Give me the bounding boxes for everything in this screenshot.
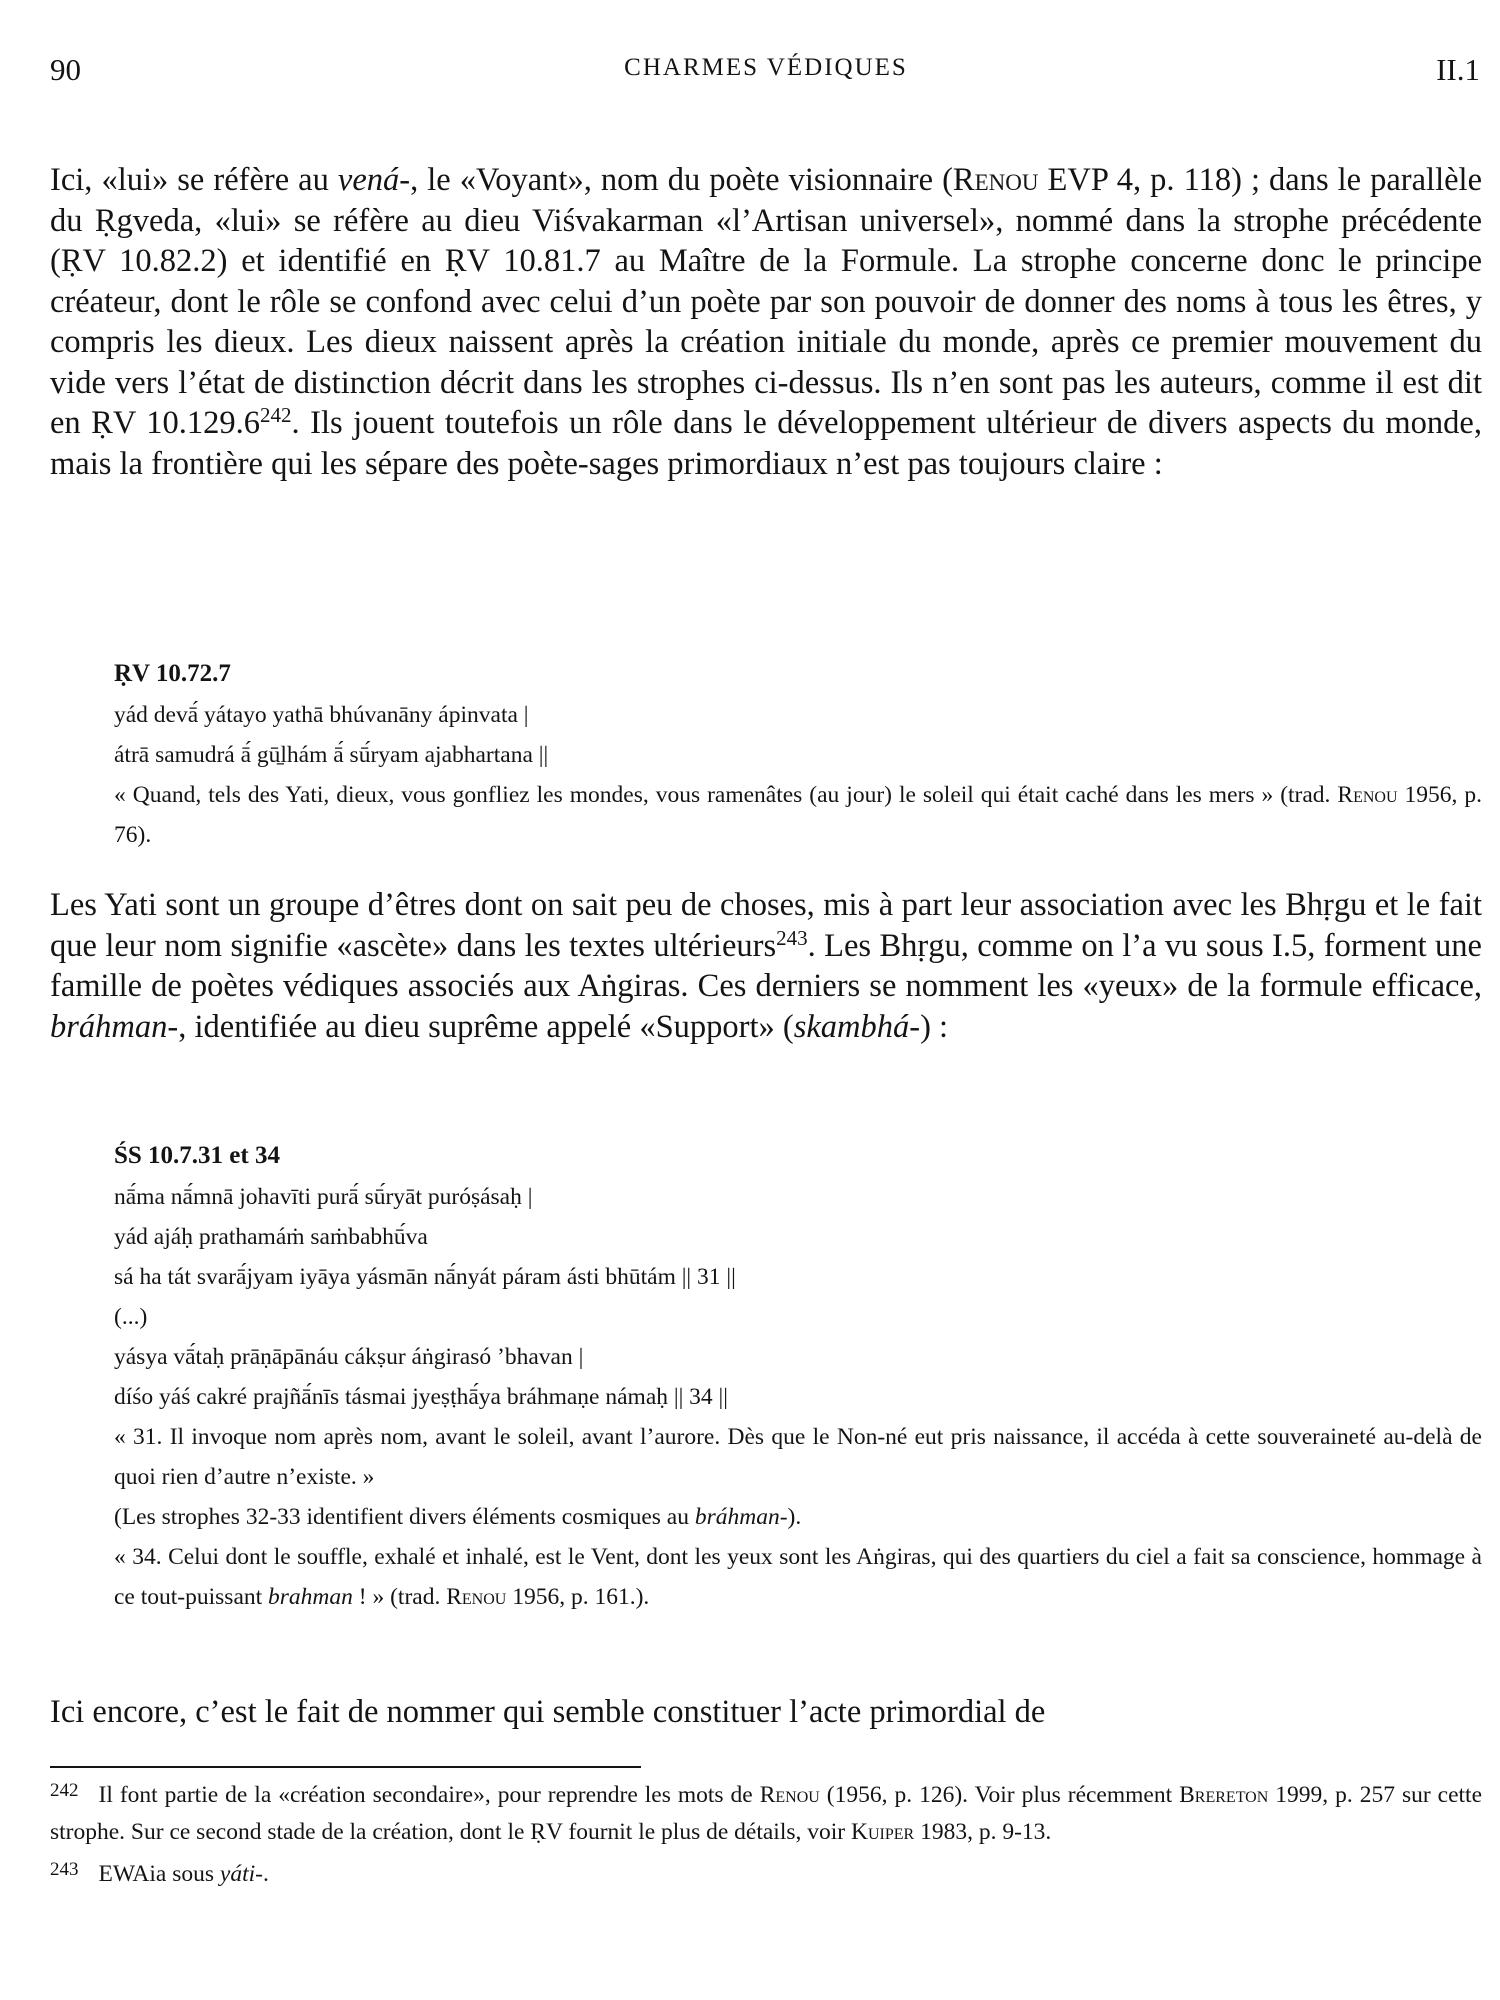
book-page	[50, 0, 1482, 2000]
verse-line: díśo yáś cakré prajñā́nīs tásmai jyeṣṭhā́ya bráhmaṇe námaḥ || 34 ||	[114, 1384, 728, 1410]
footnote-number: 243	[50, 1859, 79, 1880]
footnote-ref[interactable]: 243	[776, 925, 808, 950]
text-run: ) :	[920, 1008, 949, 1045]
translation	[114, 775, 1482, 855]
author-name: Brereton	[1179, 1782, 1269, 1808]
body-paragraph-3: Ici encore, c’est le fait de nommer qui semble constituer l’acte primordial de	[50, 1694, 1046, 1730]
text-run: 1999, p. 257 sur cette strophe. Sur ce second stade de la création, dont le ṚV fournit le plus de détails, voir	[50, 1782, 1483, 1845]
text-run: Il font partie de la «création secondaire», pour reprendre les mots de	[98, 1782, 760, 1808]
text-run: .	[262, 1861, 269, 1887]
text-run: ! » (trad.	[352, 1584, 447, 1610]
text-run: 1983, p. 9-13.	[914, 1819, 1052, 1845]
text-run: Les Yati sont un groupe d’êtres dont on sait peu de choses, mis à part leur association avec les Bhṛgu et le fait que leur nom signifie «ascète» dans les textes ultérieurs	[50, 887, 1482, 964]
editorial-note	[114, 1497, 1482, 1537]
author-name: Kuiper	[850, 1819, 915, 1845]
text-run: « 34. Celui dont le souffle, exhalé et inhalé, est le Vent, dont les yeux sont les Aṅgiras, qui des quartiers du ciel a fait sa conscience, hommage à ce tout-puissant	[114, 1544, 1482, 1610]
footnotes	[50, 1772, 1482, 1893]
author-name: Renou	[1337, 782, 1398, 808]
verse-line: átrā samudrá ā́ gū̱lhám ā́ sū́ryam ajabhartana ||	[114, 742, 549, 768]
text-run: EVP 4, p. 118) ; dans le parallèle du Ṛgveda, «lui» se réfère au dieu Viśvakarman «l’Artisan universel», nommé dans la strophe précédente (ṚV 10.82.2) et identifié en ṚV 10.81.7 au Maître de la Formule. La strophe concerne donc le principe créateur, dont le rôle se confond avec celui d’un poète par son pouvoir de donner des noms à tous les êtres, y compris les dieux. Les dieux naissent après la création initiale du monde, après ce premier mouvement du vide vers l’état de distinction décrit dans les strophes ci-dessus. Ils n’en sont pas les auteurs, comme il est dit en ṚV 10.129.6	[50, 162, 1482, 441]
verse-line: nā́ma nā́mnā johavīti purā́ sū́ryāt puróṣásaḥ |	[114, 1184, 533, 1210]
ellipsis-line: (...)	[114, 1304, 148, 1330]
sanskrit-term: yáti-	[219, 1861, 263, 1887]
author-name: Renou	[952, 162, 1039, 198]
text-run: (1956, p. 126). Voir plus récemment	[819, 1782, 1180, 1808]
footnote-ref[interactable]: 242	[260, 403, 292, 427]
text-run: 1956, p. 76).	[114, 782, 1483, 848]
quote-heading: ŚS 10.7.31 et 34	[114, 1142, 280, 1169]
text-run: ).	[787, 1504, 802, 1530]
sanskrit-term: bráhman-	[694, 1504, 788, 1530]
text-run: (Les strophes 32-33 identifient divers éléments cosmiques au	[114, 1504, 695, 1530]
translation	[114, 1537, 1482, 1617]
verse-line: yád devā́ yátayo yathā bhúvanāny ápinvata |	[114, 702, 529, 728]
sanskrit-term: bráhman-	[50, 1008, 179, 1045]
page-number: 90	[50, 52, 81, 87]
verse-quote-1	[114, 654, 1482, 855]
author-name: Renou	[446, 1584, 507, 1610]
footnote-number: 242	[50, 1780, 79, 1801]
body-paragraph-1	[50, 160, 1482, 484]
author-name: Renou	[759, 1782, 820, 1808]
footnote-243	[50, 1851, 1482, 1893]
verse-line: yád ajáḥ prathamáṁ saṁbabhū́va	[114, 1224, 428, 1250]
running-header	[50, 52, 1482, 92]
sanskrit-term: vená-	[337, 162, 411, 198]
text-run: Ici, «lui» se réfère au	[50, 162, 338, 198]
text-run: , identifiée au dieu suprême appelé «Support» (	[178, 1008, 794, 1045]
verse-line: yásya vā́taḥ prāṇāpānáu cákṣur áṅgirasó ’bhavan |	[114, 1344, 584, 1370]
quote-heading: ṚV 10.72.7	[114, 660, 231, 687]
text-run: . Les Bhṛgu, comme on l’a vu sous I.5, forment une famille de poètes védiques associés aux Aṅgiras. Ces derniers se nomment les «yeux» de la formule efficace,	[50, 927, 1482, 1004]
text-run: EWAia sous	[98, 1861, 220, 1887]
text-run: « Quand, tels des Yati, dieux, vous gonfliez les mondes, vous ramenâtes (au jour) le soleil qui était caché dans les mers » (trad.	[114, 782, 1338, 808]
translation: « 31. Il invoque nom après nom, avant le soleil, avant l’aurore. Dès que le Non-né eut pris naissance, il accéda à cette souveraineté au-delà de quoi rien d’autre n’existe. »	[114, 1424, 1482, 1490]
body-paragraph-2	[50, 885, 1482, 1047]
text-run: 1956, p. 161.).	[506, 1584, 650, 1610]
verse-quote-2	[114, 1136, 1482, 1617]
running-title: CHARMES VÉDIQUES	[624, 54, 908, 81]
text-run: . Ils jouent toutefois un rôle dans le développement ultérieur de divers aspects du monde, mais la frontière qui les sépare des poète-sages primordiaux n’est pas toujours claire :	[50, 405, 1482, 482]
footnote-242	[50, 1772, 1482, 1851]
sanskrit-term: brahman	[268, 1584, 353, 1610]
sanskrit-term: skambhá-	[793, 1008, 921, 1045]
footnote-divider	[50, 1766, 641, 1768]
verse-line: sá ha tát svarā́jyam iyāya yásmān nā́nyát páram ásti bhūtám || 31 ||	[114, 1264, 736, 1290]
section-number: II.1	[1436, 52, 1480, 87]
text-run: , le «Voyant», nom du poète visionnaire (	[410, 162, 953, 198]
